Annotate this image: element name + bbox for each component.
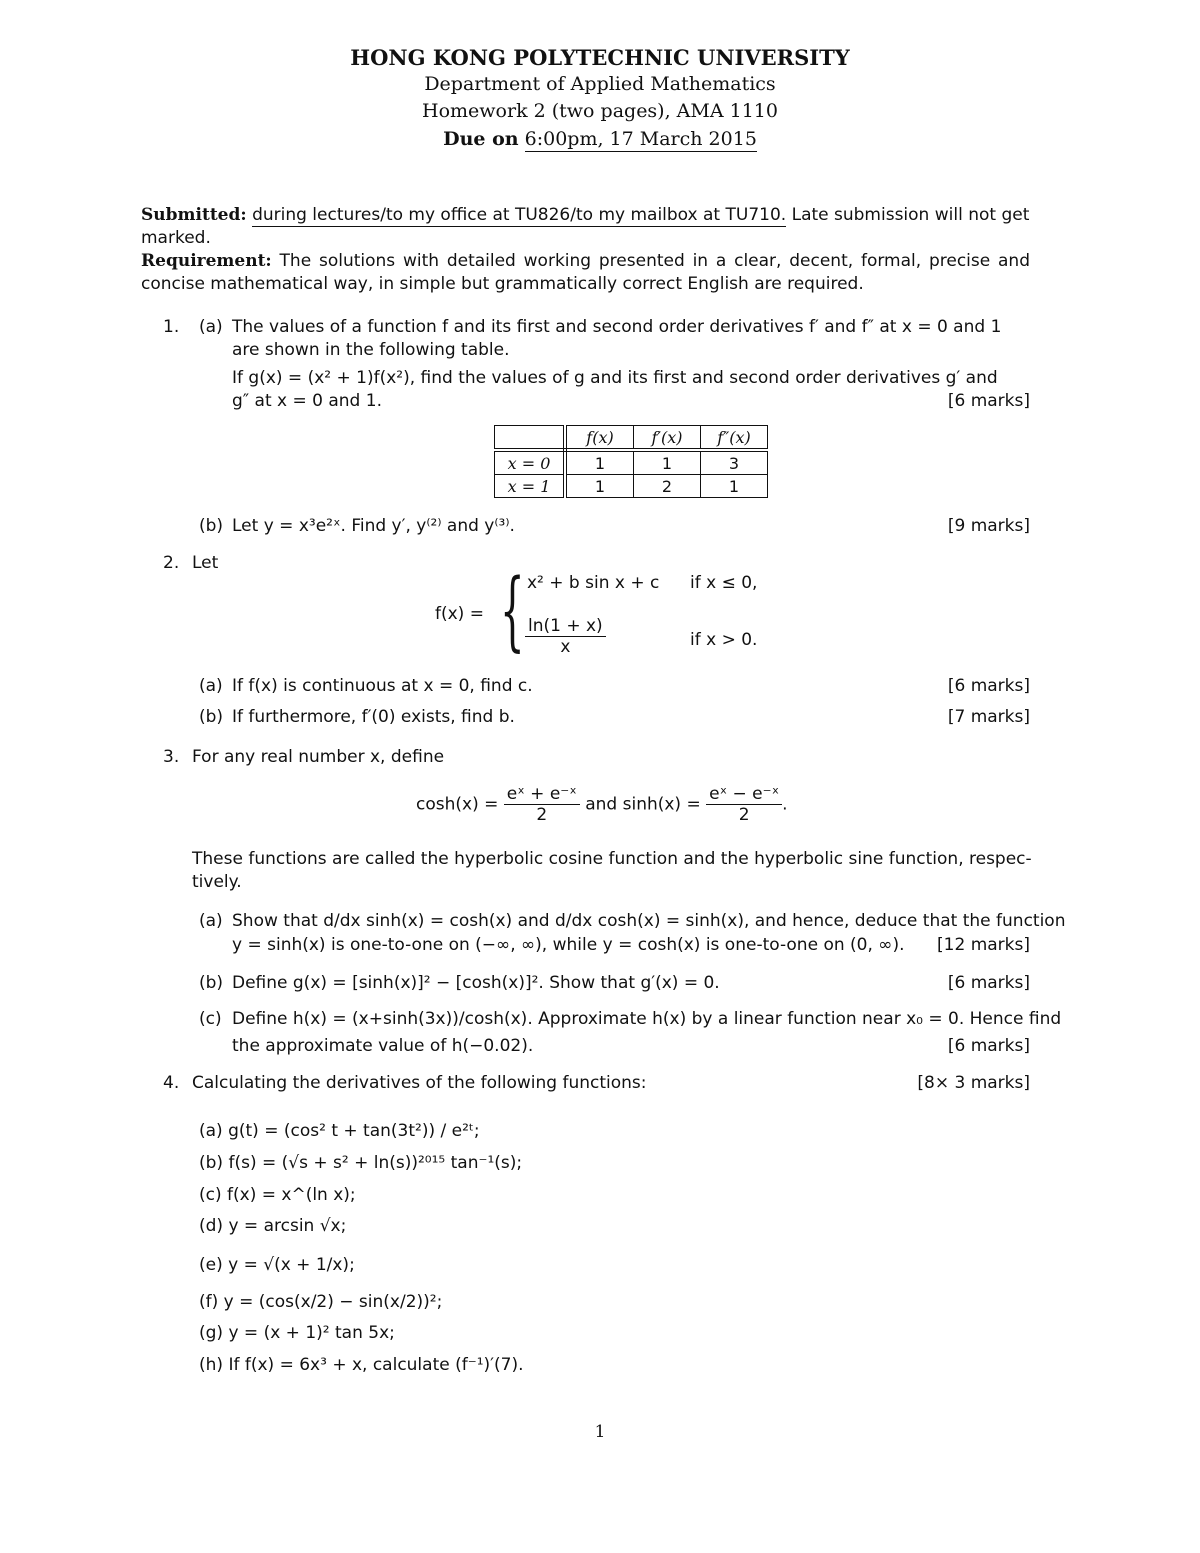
q2b-marks: [7 marks]	[947, 707, 1030, 727]
q2a-marks: [6 marks]	[947, 676, 1030, 696]
q3c-line1: Define h(x) = (x+sinh(3x))/cosh(x). Approximate h(x) by a linear function near x₀ = 0. Hence find	[232, 1009, 1062, 1029]
q3b-marks: [6 marks]	[947, 973, 1030, 993]
page-number: 1	[594, 1422, 606, 1442]
table-cell: 2	[634, 475, 701, 498]
submitted-label: Submitted:	[141, 205, 247, 225]
due-date	[0, 128, 1200, 150]
item-label: (a)	[199, 1121, 223, 1141]
university-title: HONG KONG POLYTECHNIC UNIVERSITY	[350, 45, 850, 70]
hyperbolic-definitions	[416, 784, 788, 825]
q3b-text: Define g(x) = [sinh(x)]² − [cosh(x)]². Show that g′(x) = 0.	[232, 973, 720, 993]
homework-title: Homework 2 (two pages), AMA 1110	[422, 100, 778, 122]
list-item	[199, 1355, 524, 1375]
case1-expr: x² + b sin x + c	[527, 573, 660, 593]
derivative-table	[494, 425, 768, 498]
q2b-label: (b)	[199, 707, 224, 727]
table-row	[495, 450, 768, 475]
table-cell: 3	[701, 450, 768, 475]
cosh-denominator: 2	[536, 805, 548, 825]
q1a-line2: are shown in the following table.	[232, 340, 510, 360]
q3-desc-line2: tively.	[192, 872, 242, 892]
cosh-lhs: cosh(x) =	[416, 794, 499, 815]
q2a-label: (a)	[199, 676, 223, 696]
item-text: y = √(x + 1/x);	[228, 1255, 355, 1275]
q3c-label: (c)	[199, 1009, 222, 1029]
q2b-text: If furthermore, f′(0) exists, find b.	[232, 707, 515, 727]
list-item	[199, 1255, 355, 1275]
submitted-value: during lectures/to my office at TU826/to my mailbox at TU710.	[252, 205, 787, 225]
q1-number: 1.	[163, 317, 180, 337]
q1b-text: Let y = x³e²ˣ. Find y′, y⁽²⁾ and y⁽³⁾.	[232, 516, 515, 536]
q3-number: 3.	[163, 747, 180, 767]
q3a-marks: [12 marks]	[937, 935, 1030, 955]
q4-intro: Calculating the derivatives of the following functions:	[192, 1073, 647, 1093]
case2-numerator: ln(1 + x)	[525, 616, 606, 637]
item-label: (g)	[199, 1323, 224, 1343]
list-item	[199, 1216, 346, 1236]
q2a-text: If f(x) is continuous at x = 0, find c.	[232, 676, 533, 696]
and-word: and	[585, 794, 618, 815]
list-item	[199, 1185, 356, 1205]
q1b-label: (b)	[199, 516, 224, 536]
table-header-cell: f″(x)	[701, 426, 768, 451]
item-label: (d)	[199, 1216, 224, 1236]
item-text: y = arcsin √x;	[228, 1216, 347, 1236]
item-text: y = (cos(x/2) − sin(x/2))²;	[223, 1292, 443, 1312]
table-header-row	[495, 426, 768, 451]
item-label: (e)	[199, 1255, 223, 1275]
q2-intro: Let	[192, 553, 219, 573]
table-cell: 1	[565, 475, 634, 498]
q3c-marks: [6 marks]	[947, 1036, 1030, 1056]
table-header-cell: f(x)	[565, 426, 634, 451]
submitted-paragraph	[141, 204, 1030, 250]
list-item	[199, 1153, 522, 1173]
q3a-line1: Show that d/dx sinh(x) = cosh(x) and d/dx cosh(x) = sinh(x), and hence, deduce that the function	[232, 911, 1066, 931]
piecewise-lhs: f(x) =	[435, 604, 484, 624]
item-text: If f(x) = 6x³ + x, calculate (f⁻¹)′(7).	[228, 1355, 524, 1375]
q3b-label: (b)	[199, 973, 224, 993]
q3-desc-line1: These functions are called the hyperbolic cosine function and the hyperbolic sine function, respec-	[192, 849, 1032, 869]
due-value: 6:00pm, 17 March 2015	[524, 128, 757, 150]
q4-number: 4.	[163, 1073, 180, 1093]
item-text: y = (x + 1)² tan 5x;	[228, 1323, 395, 1343]
q1a-line1: The values of a function f and its first and second order derivatives f′ and f″ at x = 0 and 1	[232, 317, 1002, 337]
left-brace-icon: {	[500, 561, 525, 661]
q1b-marks: [9 marks]	[947, 516, 1030, 536]
q3c-line2: the approximate value of h(−0.02).	[232, 1036, 534, 1056]
item-text: g(t) = (cos² t + tan(3t²)) / e²ᵗ;	[228, 1121, 480, 1141]
cosh-numerator: eˣ + e⁻ˣ	[504, 784, 580, 805]
item-label: (b)	[199, 1153, 224, 1173]
requirement-text: The solutions with detailed working presented in a clear, decent, formal, precise and concise mathematical way, in simple but grammatically correct English are required.	[141, 251, 1030, 294]
due-label: Due on	[443, 128, 519, 150]
q3-intro: For any real number x, define	[192, 747, 445, 767]
table-cell: x = 1	[495, 475, 566, 498]
item-label: (c)	[199, 1185, 222, 1205]
q1a-marks: [6 marks]	[947, 391, 1030, 411]
list-item	[199, 1121, 480, 1141]
q1a-line4: g″ at x = 0 and 1.	[232, 391, 382, 411]
case1-cond: if x ≤ 0,	[690, 573, 758, 593]
list-item	[199, 1323, 395, 1343]
q1a-label: (a)	[199, 317, 223, 337]
table-cell: 1	[634, 450, 701, 475]
sinh-numerator: eˣ − e⁻ˣ	[706, 784, 782, 805]
table-cell: x = 0	[495, 450, 566, 475]
item-text: f(x) = x^(ln x);	[227, 1185, 356, 1205]
sinh-lhs: sinh(x) =	[622, 794, 701, 815]
q2-number: 2.	[163, 553, 180, 573]
q3a-line2: y = sinh(x) is one-to-one on (−∞, ∞), while y = cosh(x) is one-to-one on (0, ∞).	[232, 935, 905, 955]
list-item	[199, 1292, 442, 1312]
formula-period: .	[782, 794, 788, 815]
table-row	[495, 475, 768, 498]
requirement-paragraph	[141, 250, 1030, 296]
table-cell: 1	[565, 450, 634, 475]
requirement-label: Requirement:	[141, 251, 272, 271]
item-label: (f)	[199, 1292, 219, 1312]
item-label: (h)	[199, 1355, 224, 1375]
case2-fraction	[525, 616, 606, 657]
department-title: Department of Applied Mathematics	[424, 73, 776, 95]
case2-cond: if x > 0.	[690, 630, 758, 650]
item-text: f(s) = (√s + s² + ln(s))²⁰¹⁵ tan⁻¹(s);	[228, 1153, 523, 1173]
case2-denominator: x	[560, 637, 571, 657]
submitted-rest: Late submission will not get marked.	[141, 205, 1030, 248]
q4-marks: [8× 3 marks]	[917, 1073, 1030, 1093]
q3a-label: (a)	[199, 911, 223, 931]
sinh-denominator: 2	[738, 805, 750, 825]
table-header-cell	[495, 426, 566, 451]
q1a-line3: If g(x) = (x² + 1)f(x²), find the values of g and its first and second order derivatives g′ and	[232, 368, 998, 388]
table-header-cell: f′(x)	[634, 426, 701, 451]
table-cell: 1	[701, 475, 768, 498]
